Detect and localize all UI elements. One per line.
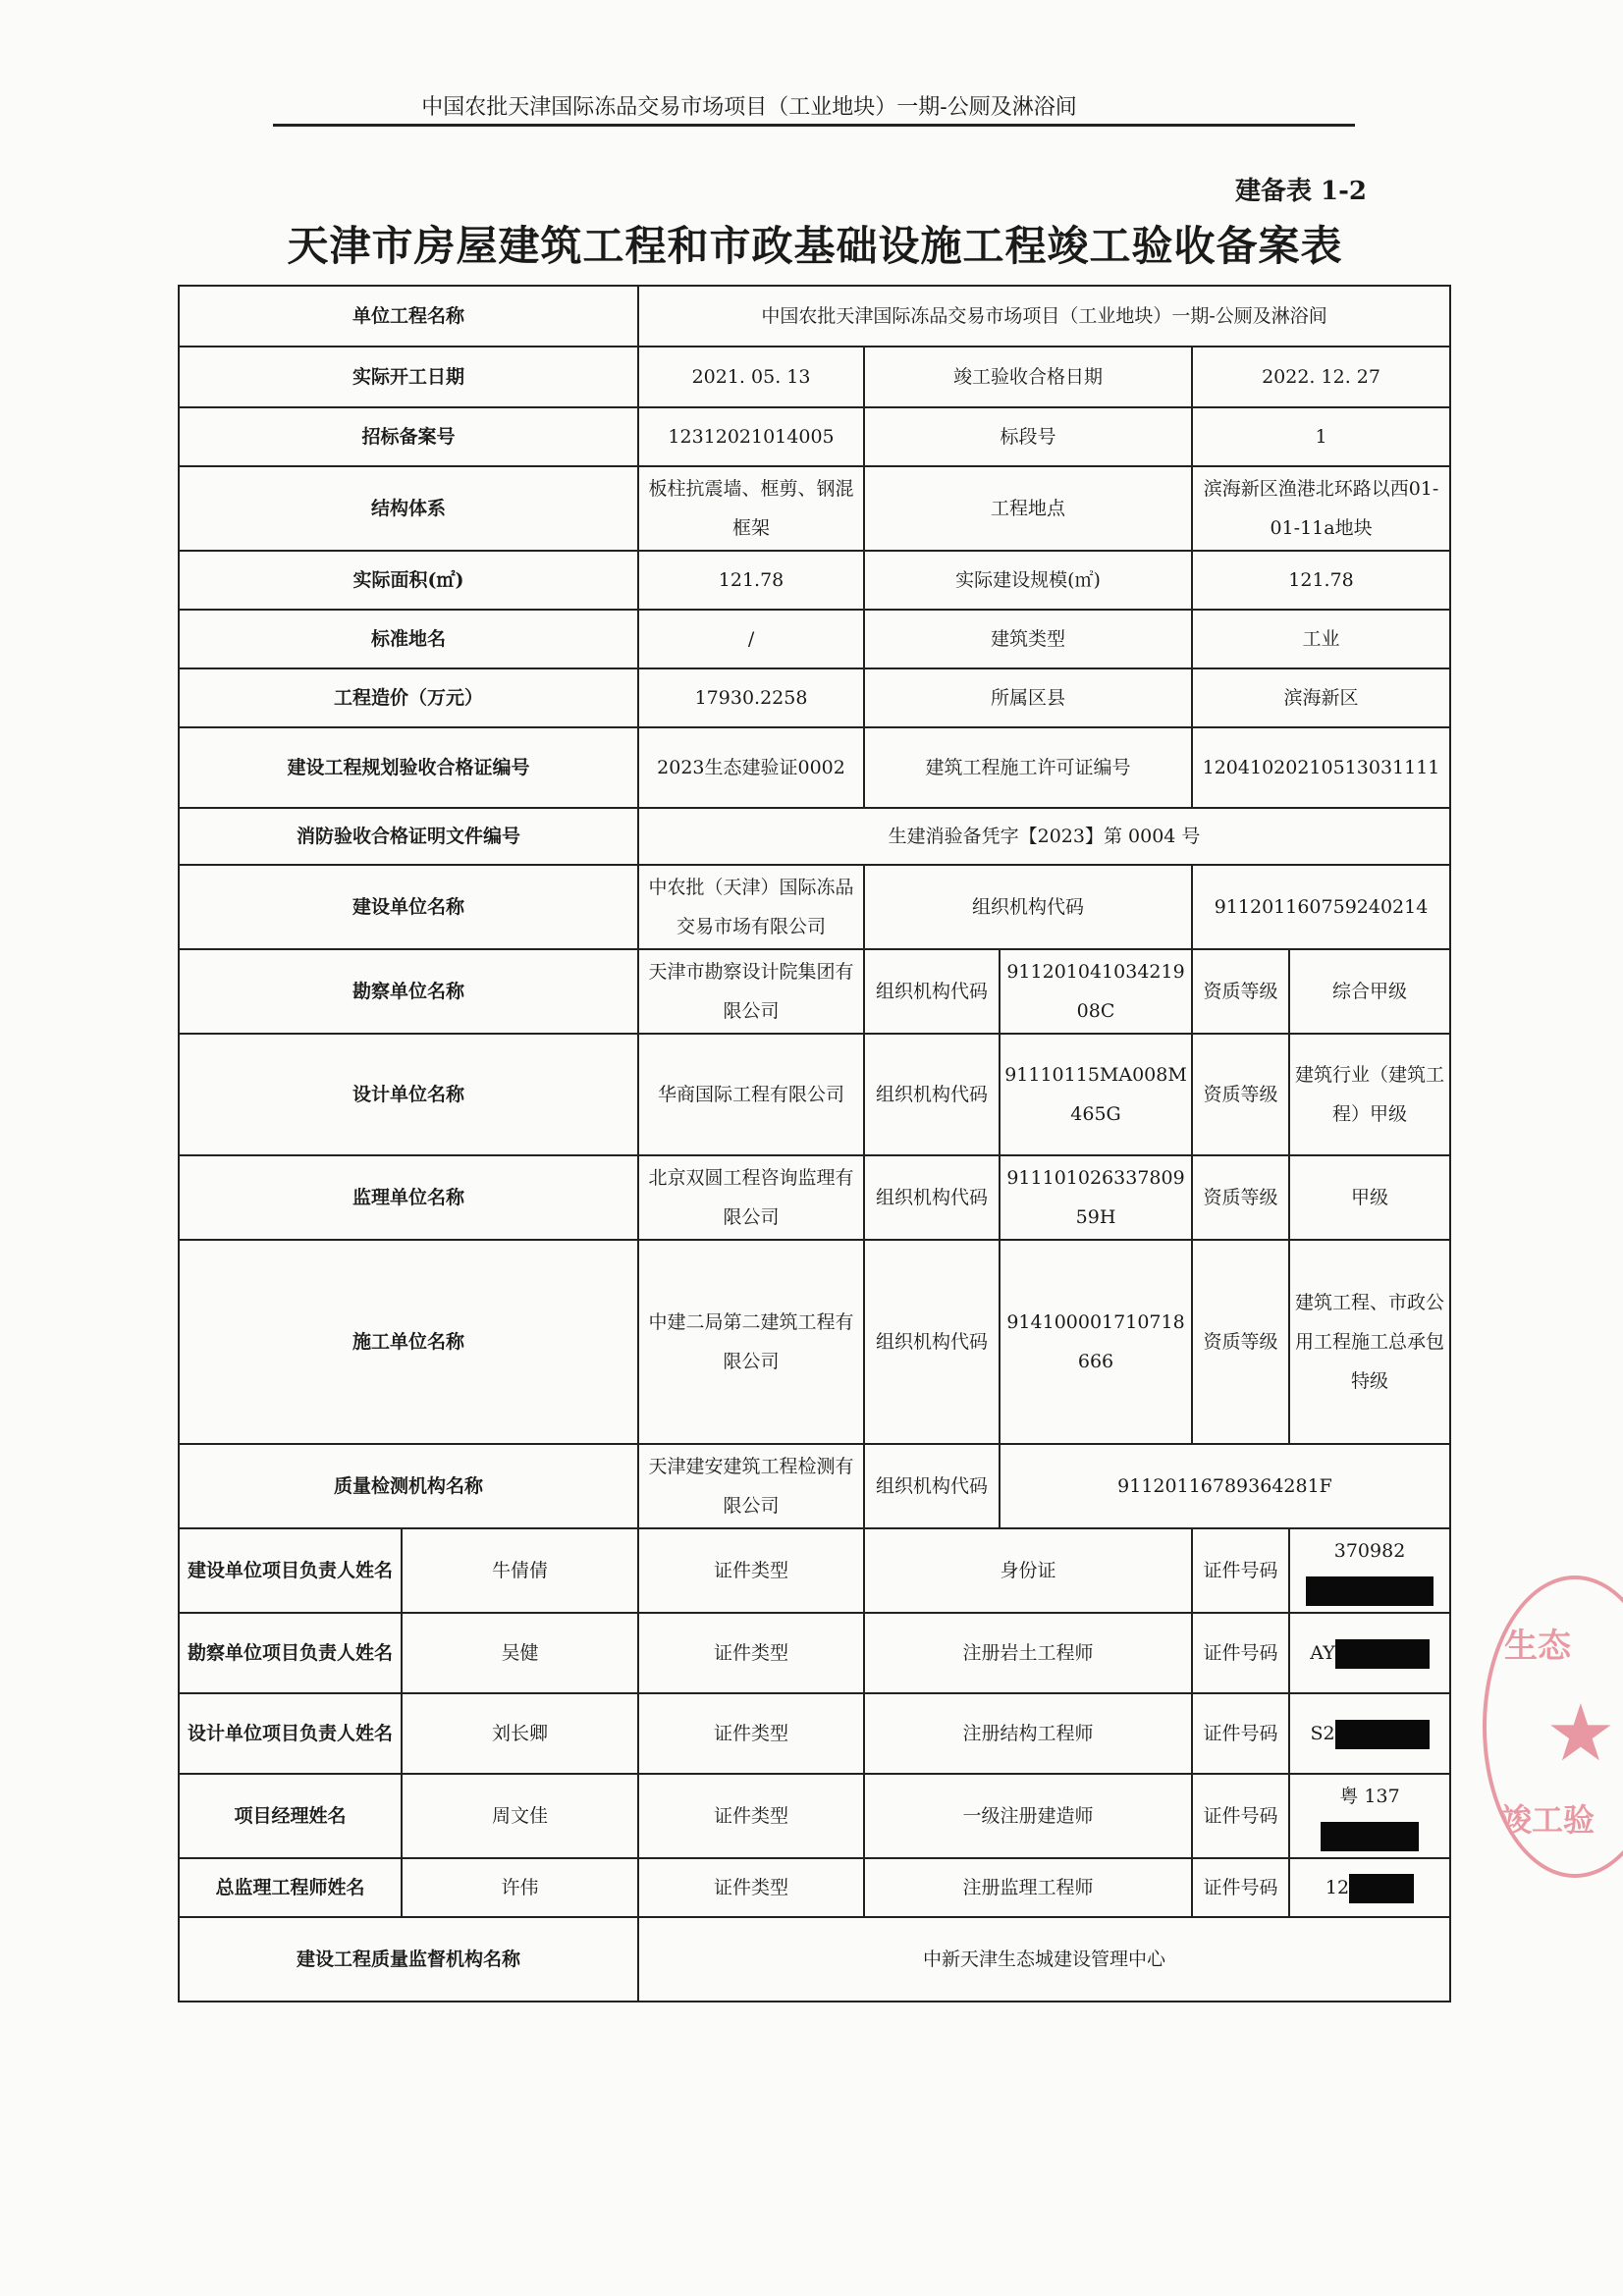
row-area [179, 551, 1450, 610]
label-person-role: 设计单位项目负责人姓名 [179, 1693, 402, 1774]
value-district: 滨海新区 [1192, 668, 1450, 727]
value-person-name: 牛倩倩 [402, 1528, 638, 1613]
value-section-no: 1 [1192, 407, 1450, 466]
row-builder [179, 865, 1450, 949]
value-construct-name: 中建二局第二建筑工程有限公司 [638, 1240, 864, 1444]
label-supervise: 监理单位名称 [179, 1155, 638, 1240]
row-standard-address [179, 610, 1450, 668]
row-testing [179, 1444, 1450, 1528]
row-construct [179, 1240, 1450, 1444]
value-permit: 12041020210513031111 [1192, 727, 1450, 808]
person-row [179, 1774, 1450, 1858]
label-design: 设计单位名称 [179, 1034, 638, 1155]
official-seal-stamp [1483, 1575, 1623, 1878]
label-bid-record: 招标备案号 [179, 407, 638, 466]
person-row [179, 1528, 1450, 1613]
label-scale: 实际建设规模(㎡) [864, 551, 1192, 610]
label-cert-no: 证件号码 [1192, 1693, 1289, 1774]
value-person-name: 周文佳 [402, 1774, 638, 1858]
cert-no-prefix: S2 [1310, 1723, 1335, 1744]
value-unit-project-name: 中国农批天津国际冻品交易市场项目（工业地块）一期-公厕及淋浴间 [638, 286, 1450, 347]
person-row [179, 1693, 1450, 1774]
value-standard-address: / [638, 610, 864, 668]
header-project-line: 中国农批天津国际冻品交易市场项目（工业地块）一期-公厕及淋浴间 [421, 95, 1077, 120]
label-person-role: 勘察单位项目负责人姓名 [179, 1613, 402, 1693]
value-cert-no [1289, 1693, 1450, 1774]
row-cost [179, 668, 1450, 727]
value-builder-org-code: 911201160759240214 [1192, 865, 1450, 949]
label-cert-no: 证件号码 [1192, 1858, 1289, 1917]
value-supervise-name: 北京双圆工程咨询监理有限公司 [638, 1155, 864, 1240]
value-survey-qual: 综合甲级 [1289, 949, 1450, 1034]
header-divider [273, 124, 1355, 127]
row-survey [179, 949, 1450, 1034]
value-supervise-org-code: 91110102633780959H [1000, 1155, 1192, 1240]
form-code: 建备表 1-2 [1235, 177, 1368, 206]
row-design [179, 1034, 1450, 1155]
value-person-name: 许伟 [402, 1858, 638, 1917]
redaction-bar [1321, 1822, 1419, 1851]
row-fire-cert [179, 808, 1450, 865]
label-design-qual: 资质等级 [1192, 1034, 1289, 1155]
label-location: 工程地点 [864, 466, 1192, 551]
value-cost: 17930.2258 [638, 668, 864, 727]
label-survey-qual: 资质等级 [1192, 949, 1289, 1034]
person-row [179, 1613, 1450, 1693]
label-building-type: 建筑类型 [864, 610, 1192, 668]
value-survey-org-code: 91120104103421908C [1000, 949, 1192, 1034]
label-construct-org-code: 组织机构代码 [864, 1240, 1000, 1444]
stamp-star-icon: ★ [1545, 1687, 1616, 1779]
value-location: 滨海新区渔港北环路以西01-01-11a地块 [1192, 466, 1450, 551]
label-person-role: 建设单位项目负责人姓名 [179, 1528, 402, 1613]
value-scale: 121.78 [1192, 551, 1450, 610]
label-planning-cert: 建设工程规划验收合格证编号 [179, 727, 638, 808]
row-bid [179, 407, 1450, 466]
value-design-qual: 建筑行业（建筑工程）甲级 [1289, 1034, 1450, 1155]
label-construct-qual: 资质等级 [1192, 1240, 1289, 1444]
label-cert-no: 证件号码 [1192, 1774, 1289, 1858]
label-cert-no: 证件号码 [1192, 1528, 1289, 1613]
value-person-name: 刘长卿 [402, 1693, 638, 1774]
label-structure: 结构体系 [179, 466, 638, 551]
record-form-table [178, 285, 1451, 2002]
label-cert-type: 证件类型 [638, 1774, 864, 1858]
label-person-role: 项目经理姓名 [179, 1774, 402, 1858]
cert-no-prefix: 370982 [1333, 1540, 1406, 1562]
cert-no-prefix: 粤 137 [1339, 1786, 1400, 1807]
label-builder-org-code: 组织机构代码 [864, 865, 1192, 949]
label-start-date: 实际开工日期 [179, 347, 638, 407]
label-acceptance-date: 竣工验收合格日期 [864, 347, 1192, 407]
redaction-bar [1335, 1639, 1430, 1669]
cert-no-prefix: AY [1310, 1642, 1335, 1664]
label-fire-cert: 消防验收合格证明文件编号 [179, 808, 638, 865]
label-section-no: 标段号 [864, 407, 1192, 466]
label-construct: 施工单位名称 [179, 1240, 638, 1444]
label-unit-project-name: 单位工程名称 [179, 286, 638, 347]
row-unit-project [179, 286, 1450, 347]
value-area: 121.78 [638, 551, 864, 610]
label-cert-type: 证件类型 [638, 1693, 864, 1774]
value-cert-type: 注册监理工程师 [864, 1858, 1192, 1917]
redaction-bar [1335, 1720, 1430, 1749]
value-person-name: 吴健 [402, 1613, 638, 1693]
label-cert-type: 证件类型 [638, 1858, 864, 1917]
value-fire-cert: 生建消验备凭字【2023】第 0004 号 [638, 808, 1450, 865]
label-survey-org-code: 组织机构代码 [864, 949, 1000, 1034]
label-person-role: 总监理工程师姓名 [179, 1858, 402, 1917]
label-supervise-org-code: 组织机构代码 [864, 1155, 1000, 1240]
value-testing-name: 天津建安建筑工程检测有限公司 [638, 1444, 864, 1528]
row-structure [179, 466, 1450, 551]
value-design-name: 华商国际工程有限公司 [638, 1034, 864, 1155]
label-area: 实际面积(㎡) [179, 551, 638, 610]
value-start-date: 2021. 05. 13 [638, 347, 864, 407]
label-supervise-qual: 资质等级 [1192, 1155, 1289, 1240]
value-cert-no [1289, 1858, 1450, 1917]
value-design-org-code: 91110115MA008M465G [1000, 1034, 1192, 1155]
label-cert-no: 证件号码 [1192, 1613, 1289, 1693]
value-planning-cert: 2023生态建验证0002 [638, 727, 864, 808]
label-cert-type: 证件类型 [638, 1613, 864, 1693]
label-quality-supervision: 建设工程质量监督机构名称 [179, 1917, 638, 2002]
value-survey-name: 天津市勘察设计院集团有限公司 [638, 949, 864, 1034]
value-cert-type: 注册结构工程师 [864, 1693, 1192, 1774]
value-supervise-qual: 甲级 [1289, 1155, 1450, 1240]
value-construct-qual: 建筑工程、市政公用工程施工总承包特级 [1289, 1240, 1450, 1444]
label-design-org-code: 组织机构代码 [864, 1034, 1000, 1155]
value-testing-org-code: 91120116789364281F [1000, 1444, 1450, 1528]
value-cert-no [1289, 1613, 1450, 1693]
stamp-text-top: 生态 [1504, 1627, 1571, 1666]
label-district: 所属区县 [864, 668, 1192, 727]
row-quality-supervision [179, 1917, 1450, 2002]
value-bid-record: 12312021014005 [638, 407, 864, 466]
row-supervise [179, 1155, 1450, 1240]
stamp-text-bottom: 竣工验 [1500, 1801, 1596, 1839]
value-cert-type: 身份证 [864, 1528, 1192, 1613]
label-cost: 工程造价（万元） [179, 668, 638, 727]
label-standard-address: 标准地名 [179, 610, 638, 668]
redaction-bar [1306, 1576, 1434, 1606]
value-construct-org-code: 914100001710718666 [1000, 1240, 1192, 1444]
value-cert-no [1289, 1528, 1450, 1613]
row-dates [179, 347, 1450, 407]
value-builder-name: 中农批（天津）国际冻品交易市场有限公司 [638, 865, 864, 949]
document-title: 天津市房屋建筑工程和市政基础设施工程竣工验收备案表 [287, 222, 1343, 270]
row-planning-cert [179, 727, 1450, 808]
person-row [179, 1858, 1450, 1917]
value-cert-type: 注册岩土工程师 [864, 1613, 1192, 1693]
value-structure: 板柱抗震墙、框剪、钢混框架 [638, 466, 864, 551]
label-testing: 质量检测机构名称 [179, 1444, 638, 1528]
label-survey: 勘察单位名称 [179, 949, 638, 1034]
value-acceptance-date: 2022. 12. 27 [1192, 347, 1450, 407]
cert-no-prefix: 12 [1325, 1877, 1350, 1898]
value-cert-type: 一级注册建造师 [864, 1774, 1192, 1858]
value-building-type: 工业 [1192, 610, 1450, 668]
label-permit: 建筑工程施工许可证编号 [864, 727, 1192, 808]
label-builder: 建设单位名称 [179, 865, 638, 949]
redaction-bar [1349, 1874, 1414, 1903]
label-testing-org-code: 组织机构代码 [864, 1444, 1000, 1528]
value-cert-no [1289, 1774, 1450, 1858]
label-cert-type: 证件类型 [638, 1528, 864, 1613]
value-quality-supervision: 中新天津生态城建设管理中心 [638, 1917, 1450, 2002]
